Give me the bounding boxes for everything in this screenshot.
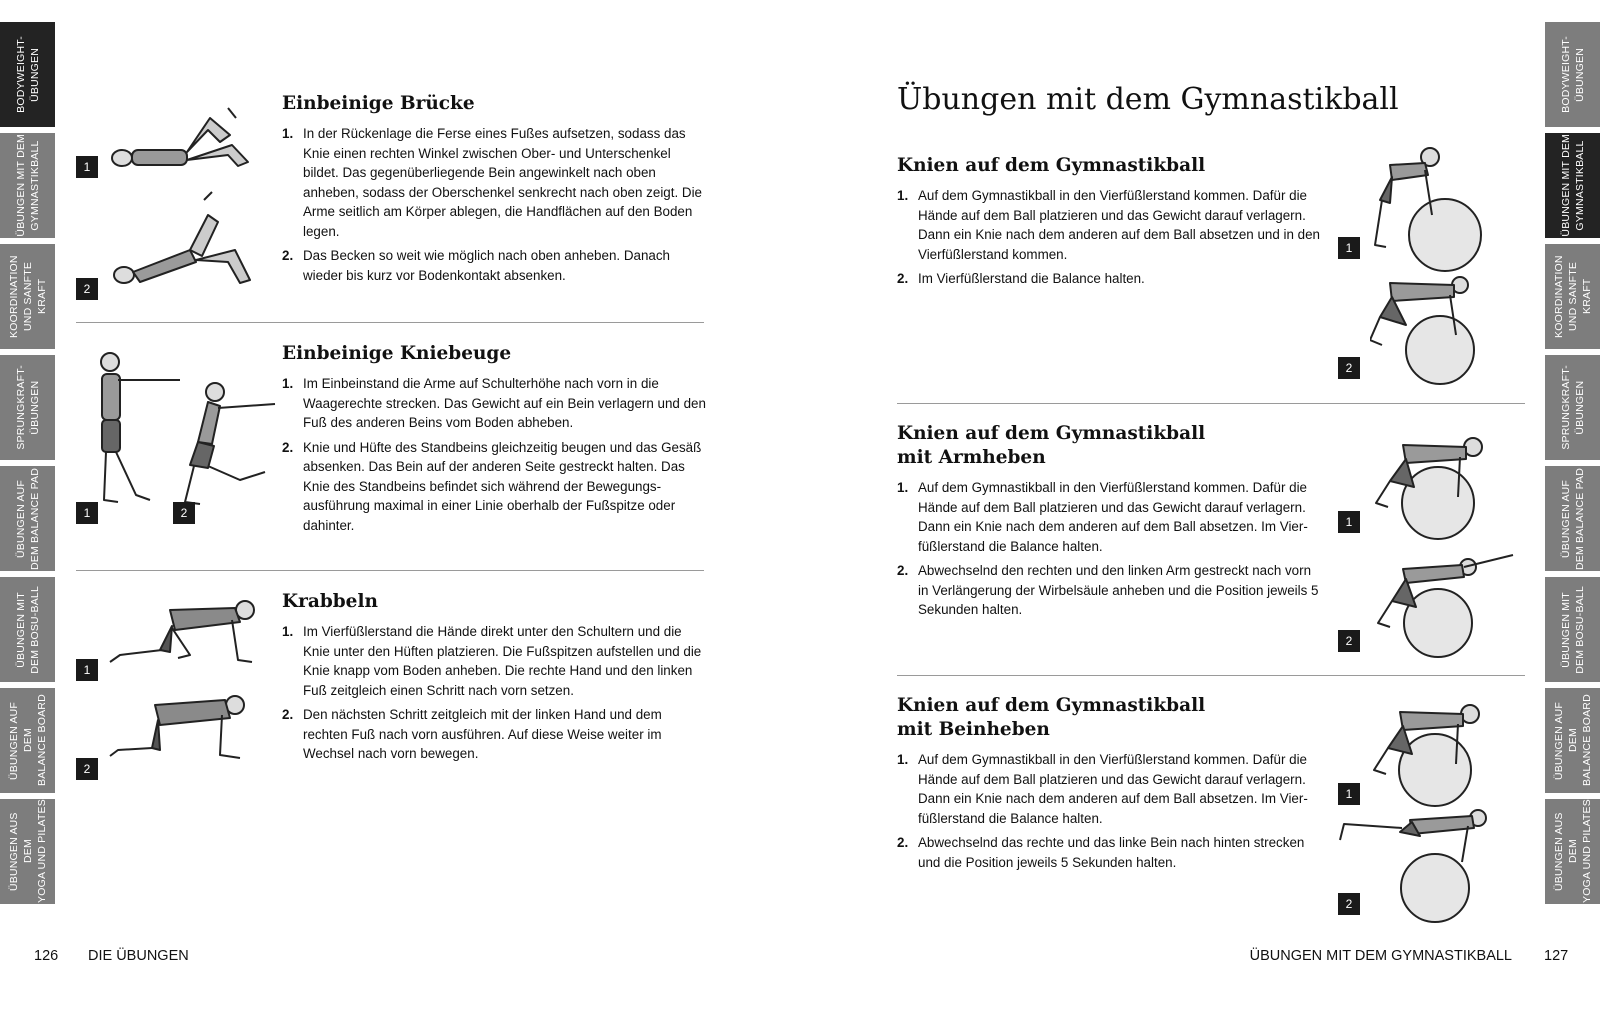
kneeling-ball-leg-raise-illustration bbox=[1330, 700, 1500, 925]
exercise-section bbox=[897, 694, 1322, 877]
exercise-section bbox=[897, 154, 1322, 294]
step-badge: 2 bbox=[1338, 630, 1360, 652]
step-number: 1. bbox=[897, 752, 909, 767]
tab-koordination[interactable] bbox=[1545, 244, 1600, 349]
step-badge: 1 bbox=[1338, 783, 1360, 805]
tab-bodyweight[interactable] bbox=[1545, 22, 1600, 127]
step-text: Im Vierfüßlerstand die Hände direkt unter den Schultern und die Knie unter den Hüften platzieren. Die Fußspitzen aufstellen und die Knie knapp vom Boden anheben. Die rechte Hand und den linken Fuß zeitgleich einen Schritt nach vorn setzen. bbox=[303, 624, 702, 698]
step-badge: 2 bbox=[76, 278, 98, 300]
tab-bosu-ball[interactable] bbox=[1545, 577, 1600, 682]
step-number: 2. bbox=[282, 248, 294, 263]
step-text: Im Einbeinstand die Arme auf Schulterhöhe nach vorn in die Waagerechte strecken. Das Gewicht auf ein Bein verlagern und den Fuß des anderen Beins vom Boden abheben. bbox=[303, 376, 706, 430]
exercise-title: Knien auf dem Gymnastikball mit Beinheben bbox=[897, 695, 1206, 740]
tab-label: KOORDINATION UND SANFTE KRAFT bbox=[1552, 255, 1593, 338]
single-leg-squat-illustration bbox=[90, 350, 290, 520]
step-number: 1. bbox=[897, 480, 909, 495]
step-text: In der Rückenlage die Ferse eines Fußes aufsetzen, sodass das Knie einen rechten Winkel zwischen Ober- und Unterschenkel bildet. Das gegenüberliegende Bein angewinkelt nach oben anheben, sodass der Oberschenkel senkrecht nach oben zeigt. Die Arme seitlich am Körper ablegen, die Handflächen auf den Boden legen. bbox=[303, 126, 702, 239]
step-item bbox=[897, 269, 1322, 289]
tab-label: BODYWEIGHT- ÜBUNGEN bbox=[1559, 36, 1586, 113]
step-list bbox=[282, 124, 707, 285]
step-badge: 1 bbox=[76, 659, 98, 681]
exercise-title: Knien auf dem Gymnastikball bbox=[897, 155, 1206, 176]
step-text: Auf dem Gymnastikball in den Vierfüßlerstand kommen. Dafür die Hände auf dem Ball platzieren und das Gewicht darauf verlagern. Dann ein Knie nach dem anderen auf dem Ball absetzen. Im Vier-füßlerstand die Balance halten. bbox=[918, 752, 1308, 826]
crawling-illustration bbox=[100, 600, 270, 780]
step-badge: 2 bbox=[1338, 893, 1360, 915]
step-list bbox=[897, 186, 1322, 289]
section-divider bbox=[76, 570, 704, 571]
step-item bbox=[897, 478, 1322, 556]
step-item bbox=[282, 246, 707, 285]
tab-balance-pad[interactable] bbox=[1545, 466, 1600, 571]
tab-label: SPRUNGKRAFT- ÜBUNGEN bbox=[14, 365, 41, 450]
step-list bbox=[282, 374, 707, 535]
step-number: 1. bbox=[282, 624, 294, 639]
section-divider bbox=[897, 403, 1525, 404]
step-number: 2. bbox=[897, 563, 909, 578]
kneeling-ball-arm-raise-illustration bbox=[1368, 435, 1518, 660]
tab-gymnastikball[interactable] bbox=[0, 133, 55, 238]
step-badge: 1 bbox=[76, 156, 98, 178]
bridge-illustration bbox=[100, 100, 280, 305]
tab-label: ÜBUNGEN AUF DEM BALANCE BOARD bbox=[7, 694, 48, 787]
tab-bosu-ball[interactable] bbox=[0, 577, 55, 682]
step-item bbox=[282, 374, 707, 433]
step-item bbox=[282, 438, 707, 536]
step-badge: 2 bbox=[76, 758, 98, 780]
kneeling-ball-illustration bbox=[1370, 145, 1510, 385]
step-number: 1. bbox=[282, 126, 294, 141]
tab-balance-board[interactable] bbox=[1545, 688, 1600, 793]
tab-label: ÜBUNGEN MIT DEM GYMNASTIKBALL bbox=[1559, 134, 1586, 237]
step-badge: 1 bbox=[1338, 511, 1360, 533]
tab-label: BODYWEIGHT- ÜBUNGEN bbox=[14, 36, 41, 113]
step-text: Auf dem Gymnastikball in den Vierfüßlerstand kommen. Dafür die Hände auf dem Ball platzieren und das Gewicht darauf verlagern. Dann ein Knie nach dem anderen auf dem Ball absetzen. Im Vier-füßlerstand die Balance halten. bbox=[918, 480, 1308, 554]
tab-balance-board[interactable] bbox=[0, 688, 55, 793]
tab-balance-pad[interactable] bbox=[0, 466, 55, 571]
step-item bbox=[897, 750, 1322, 828]
step-list bbox=[897, 478, 1322, 620]
page-title: Übungen mit dem Gymnastikball bbox=[897, 82, 1399, 117]
tab-bodyweight[interactable] bbox=[0, 22, 55, 127]
step-number: 1. bbox=[897, 188, 909, 203]
exercise-title: Einbeinige Kniebeuge bbox=[282, 343, 512, 364]
exercise-title: Einbeinige Brücke bbox=[282, 93, 475, 114]
tab-label: KOORDINATION UND SANFTE KRAFT bbox=[7, 255, 48, 338]
exercise-section bbox=[282, 92, 707, 290]
tab-koordination[interactable] bbox=[0, 244, 55, 349]
tab-gymnastikball[interactable] bbox=[1545, 133, 1600, 238]
step-text: Den nächsten Schritt zeitgleich mit der linken Hand und dem rechten Fuß nach vorn ausführen. Auf diese Weise weiter im Wechsel nach vorn bewegen. bbox=[303, 707, 662, 761]
step-item bbox=[282, 705, 707, 764]
step-number: 2. bbox=[897, 835, 909, 850]
running-head-right: ÜBUNGEN MIT DEM GYMNASTIKBALL bbox=[1249, 948, 1512, 964]
step-list bbox=[897, 750, 1322, 872]
step-text: Abwechselnd das rechte und das linke Bein nach hinten strecken und die Position jeweils 5 Sekunden halten. bbox=[918, 835, 1305, 870]
step-badge: 1 bbox=[76, 502, 98, 524]
tab-label: ÜBUNGEN MIT DEM GYMNASTIKBALL bbox=[14, 134, 41, 237]
step-badge: 2 bbox=[173, 502, 195, 524]
tab-label: ÜBUNGEN AUS DEM YOGA UND PILATES bbox=[7, 799, 48, 904]
step-text: Im Vierfüßlerstand die Balance halten. bbox=[918, 271, 1145, 286]
exercise-title: Knien auf dem Gymnastikball mit Armheben bbox=[897, 423, 1206, 468]
tab-label: ÜBUNGEN AUS DEM YOGA UND PILATES bbox=[1552, 799, 1593, 904]
step-text: Das Becken so weit wie möglich nach oben anheben. Danach wieder bis kurz vor Bodenkontakt absenken. bbox=[303, 248, 670, 283]
page-number-left: 126 bbox=[34, 948, 59, 964]
step-item bbox=[897, 186, 1322, 264]
step-number: 1. bbox=[282, 376, 294, 391]
exercise-section bbox=[897, 422, 1322, 625]
running-head-left: DIE ÜBUNGEN bbox=[88, 948, 189, 964]
tab-label: ÜBUNGEN AUF DEM BALANCE BOARD bbox=[1552, 694, 1593, 787]
step-item bbox=[282, 622, 707, 700]
step-text: Knie und Hüfte des Standbeins gleichzeitig beugen und das Gesäß absenken. Das Bein auf der anderen Seite gestreckt halten. Das Knie des Standbeins befindet sich während der Bewegungs-ausführung maximal in einer Linie oberhalb der Fußspitze oder dahinter. bbox=[303, 439, 702, 533]
tab-yoga-pilates[interactable] bbox=[1545, 799, 1600, 904]
exercise-title: Krabbeln bbox=[282, 591, 378, 612]
page-number-right: 127 bbox=[1544, 948, 1569, 964]
tab-sprungkraft[interactable] bbox=[0, 355, 55, 460]
tab-sprungkraft[interactable] bbox=[1545, 355, 1600, 460]
tab-label: ÜBUNGEN AUF DEM BALANCE PAD bbox=[14, 467, 41, 570]
section-divider bbox=[897, 675, 1525, 676]
tab-label: ÜBUNGEN MIT DEM BOSU-BALL bbox=[14, 585, 41, 674]
step-item bbox=[282, 124, 707, 241]
exercise-section bbox=[282, 342, 707, 540]
step-badge: 1 bbox=[1338, 237, 1360, 259]
step-text: Auf dem Gymnastikball in den Vierfüßlerstand kommen. Dafür die Hände auf dem Ball platzieren und das Gewicht darauf verlagern. Dann ein Knie nach dem anderen auf dem Ball absetzen und in den Vierfüßlerstand kommen. bbox=[918, 188, 1321, 262]
step-number: 2. bbox=[897, 271, 909, 286]
tab-label: ÜBUNGEN AUF DEM BALANCE PAD bbox=[1559, 467, 1586, 570]
step-item bbox=[897, 561, 1322, 620]
step-number: 2. bbox=[282, 439, 294, 455]
section-divider bbox=[76, 322, 704, 323]
step-badge: 2 bbox=[1338, 357, 1360, 379]
tab-yoga-pilates[interactable] bbox=[0, 799, 55, 904]
exercise-section bbox=[282, 590, 707, 769]
step-item bbox=[897, 833, 1322, 872]
step-number: 2. bbox=[282, 707, 294, 722]
tab-label: SPRUNGKRAFT- ÜBUNGEN bbox=[1559, 365, 1586, 450]
step-text: Abwechselnd den rechten und den linken Arm gestreckt nach vorn in Verlängerung der Wirbelsäule anheben und die Position jeweils 5 Sekunden halten. bbox=[918, 563, 1319, 617]
tab-label: ÜBUNGEN MIT DEM BOSU-BALL bbox=[1559, 585, 1586, 674]
step-list bbox=[282, 622, 707, 764]
